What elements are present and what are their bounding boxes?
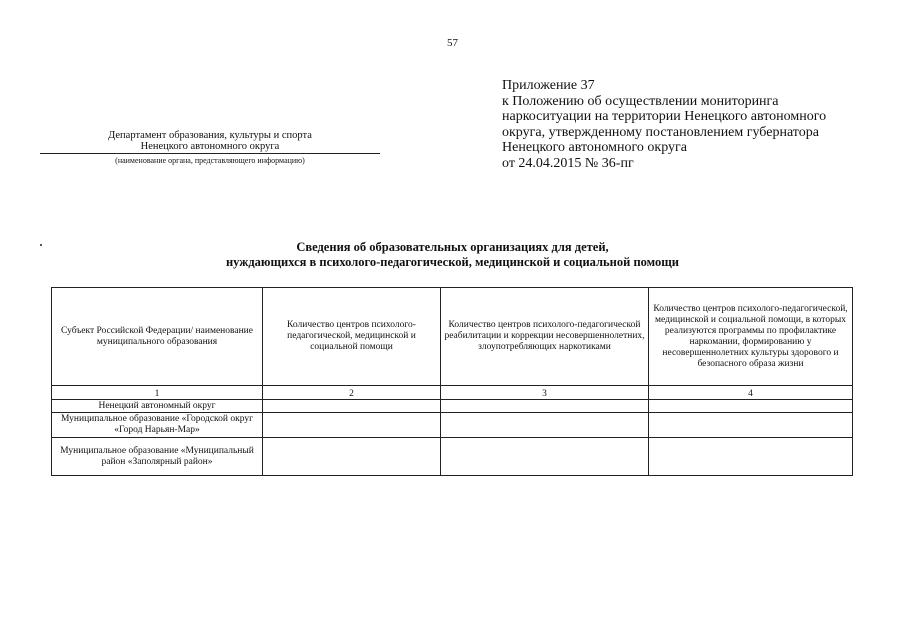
table-cell-subject: Муниципальное образование «Городской округ «Город Нарьян-Мар»: [52, 413, 263, 438]
title-line2: нуждающихся в психолого-педагогической, медицинской и социальной помощи: [225, 255, 680, 269]
table-cell: [441, 413, 649, 438]
column-number: 3: [441, 386, 649, 400]
table-header-row: [52, 288, 853, 386]
appendix-line: от 24.04.2015 № 36-пг: [502, 155, 634, 171]
appendix-line: округа, утвержденному постановлением губернатора: [502, 124, 819, 140]
column-number-row: [52, 386, 853, 400]
organization-block: [40, 130, 380, 165]
column-number: 1: [52, 386, 263, 400]
header-prevention-centers-count: Количество центров психолого-педагогической, медицинской и социальной помощи, в которых реализуются программы по профилактике наркомании, формированию у несовершеннолетних культуры здорового и безопасного образа жизни: [649, 288, 853, 386]
table-cell: [263, 413, 441, 438]
organization-name-line2: Ненецкого автономного округа: [140, 141, 280, 152]
document-title: [0, 240, 905, 270]
title-line1: Сведения об образовательных организациях для детей,: [296, 240, 609, 254]
header-centers-count: Количество центров психолого-педагогической, медицинской и социальной помощи: [263, 288, 441, 386]
data-table: [51, 287, 853, 476]
table-cell: [263, 438, 441, 476]
header-rehab-centers-count: Количество центров психолого-педагогической реабилитации и коррекции несовершеннолетних, злоупотребляющих наркотиками: [441, 288, 649, 386]
table-cell: [263, 400, 441, 413]
appendix-line: наркоситуации на территории Ненецкого автономного: [502, 109, 827, 124]
organization-name-line1: Департамент образования, культуры и спорта: [108, 130, 312, 141]
table-cell: [441, 400, 649, 413]
table-cell: [649, 438, 853, 476]
table-cell: [441, 438, 649, 476]
appendix-heading: [502, 78, 862, 171]
header-subject: Субъект Российской Федерации/ наименование муниципального образования: [52, 288, 263, 386]
appendix-line: к Положению об осуществлении мониторинга: [502, 93, 779, 109]
column-number: 2: [263, 386, 441, 400]
organization-underline: [40, 153, 380, 154]
table-cell-subject: Муниципальное образование «Муниципальный район «Заполярный район»: [52, 438, 263, 476]
appendix-line: Ненецкого автономного округа: [502, 140, 687, 155]
column-number: 4: [649, 386, 853, 400]
table-cell: [649, 413, 853, 438]
table-row: [52, 438, 853, 476]
table-cell-subject: Ненецкий автономный округ: [52, 400, 263, 413]
table-row: [52, 413, 853, 438]
table-cell: [649, 400, 853, 413]
appendix-line: Приложение 37: [502, 78, 595, 93]
organization-caption: (наименование органа, представляющего информацию): [115, 156, 305, 165]
page-number: 57: [447, 37, 458, 49]
table-row: [52, 400, 853, 413]
